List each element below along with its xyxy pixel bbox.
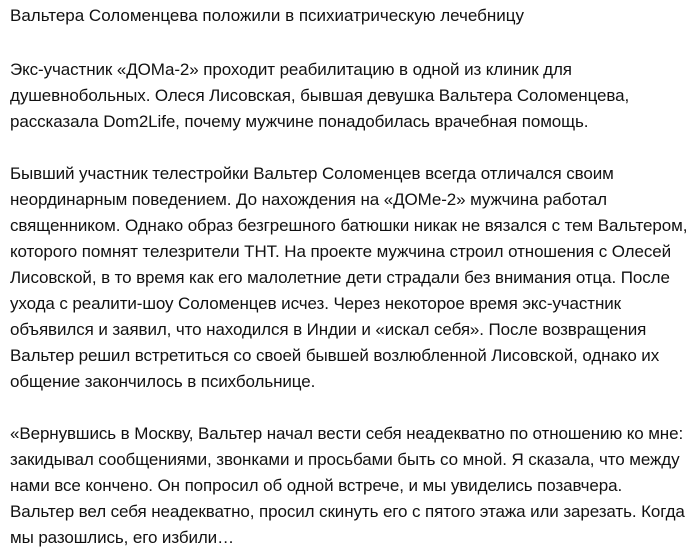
article-paragraph-quote: «Вернувшись в Москву, Вальтер начал вести себя неадекватно по отношению ко мне: закидывал сообщениями, звонками и просьбами быть со мной. Я сказала, что между нами все кончено. Он попросил об одной встрече, и мы увиделись позавчера. Вальтер вел себя неадекватно, просил скинуть его с пятого этажа или зарезать. Когда мы разошлись, его избили…: [10, 424, 685, 547]
article-paragraph-story: Бывший участник телестройки Вальтер Соломенцев всегда отличался своим неординарным поведением. До нахождения на «ДОМе-2» мужчина работал священником. Однако образ безгрешного батюшки никак не вязался с тем Вальтером, которого помнят телезрители ТНТ. На проекте мужчина строил отношения с Олесей Лисовской, в то время как его малолетние дети страдали без внимания отца. После ухода с реалити-шоу Соломенцев исчез. Через некоторое время экс-участник объявился и заявил, что находился в Индии и «искал себя». После возвращения Вальтер решил встретиться со своей бывшей возлюбленной Лисовской, однако их общение закончилось в психбольнице.: [10, 164, 688, 391]
article-title: Вальтера Соломенцева положили в психиатрическую лечебницу: [10, 6, 525, 25]
article-paragraph-lead: Экс-участник «ДОМа-2» проходит реабилитацию в одной из клиник для душевнобольных. Олеся Лисовская, бывшая девушка Вальтера Соломенцева, рассказала Dom2Life, почему мужчине понадобилась врачебная помощь.: [10, 60, 630, 131]
